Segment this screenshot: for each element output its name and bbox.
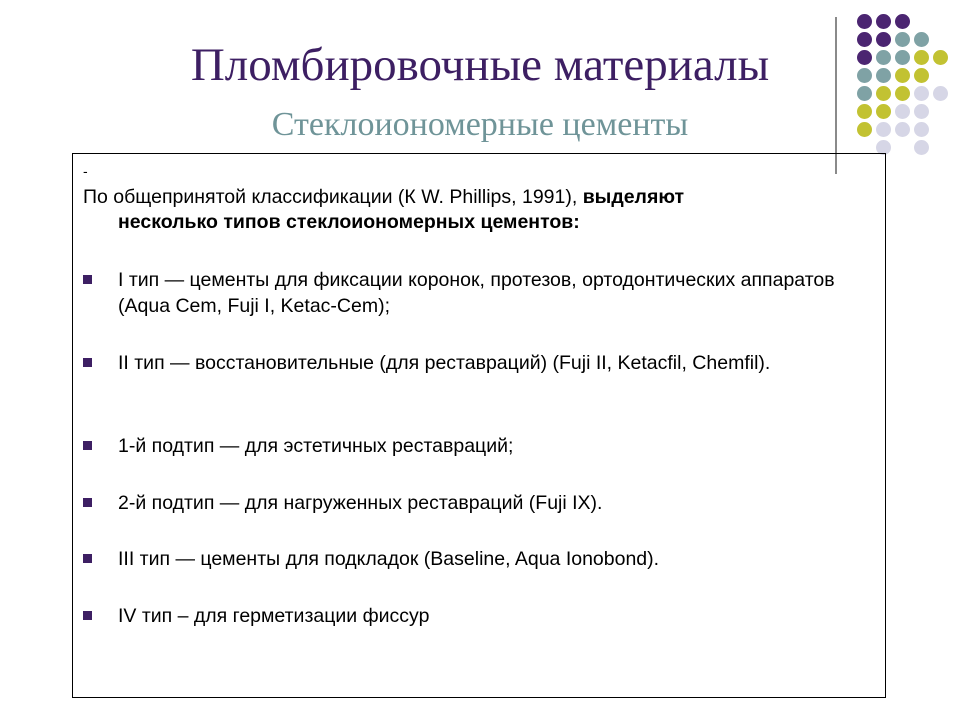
square-bullet-icon (83, 358, 92, 367)
list-item (83, 267, 878, 319)
intro-bold-text: выделяют (582, 186, 685, 208)
square-bullet-icon (83, 554, 92, 563)
list-item-text: 2-й подтип — для нагруженных реставраций (Fuji IX). (118, 492, 603, 514)
dot (876, 104, 891, 119)
dot (895, 14, 910, 29)
square-bullet-icon (83, 498, 92, 507)
slide-title: Пломбировочные материалы (190, 39, 770, 91)
intro-bold-continuation: несколько типов стеклоиономерных цементов: (118, 211, 580, 233)
square-bullet-icon (83, 275, 92, 284)
dot (857, 14, 872, 29)
dot (857, 50, 872, 65)
list-item-text: 1-й подтип — для эстетичных реставраций; (118, 435, 514, 457)
list-item-text: II тип — восстановительные (для реставраций) (Fuji II, Ketacfil, Chemfil). (118, 352, 771, 374)
dot (876, 14, 891, 29)
dot (876, 50, 891, 65)
slide-subtitle: Стеклоиономерные цементы (271, 106, 689, 143)
dot (895, 86, 910, 101)
intro-text: По общепринятой классификации (К W. Phillips, 1991), (83, 186, 583, 208)
dot (914, 68, 929, 83)
dot (933, 86, 948, 101)
dot (876, 122, 891, 137)
dot (914, 86, 929, 101)
list-item (83, 433, 878, 459)
dot (895, 68, 910, 83)
list-item-text: III тип — цементы для подкладок (Baseline, Aqua Ionobond). (118, 548, 660, 570)
dot (876, 32, 891, 47)
content-box (72, 153, 886, 698)
dot (857, 68, 872, 83)
dot (914, 122, 929, 137)
list-item (83, 546, 878, 572)
list-item (83, 350, 878, 376)
dot (857, 86, 872, 101)
dot (895, 104, 910, 119)
dash-mark: - (83, 163, 88, 179)
list-item (83, 603, 878, 629)
dot (857, 122, 872, 137)
list-item-text: I тип — цементы для фиксации коронок, протезов, ортодонтических аппаратов (Aqua Cem, Fuji I, Ketac-Cem); (118, 269, 835, 317)
dot (857, 32, 872, 47)
square-bullet-icon (83, 611, 92, 620)
dot (933, 50, 948, 65)
dot (895, 122, 910, 137)
dot (857, 104, 872, 119)
intro-paragraph (83, 185, 873, 210)
square-bullet-icon (83, 441, 92, 450)
list-item (83, 490, 878, 516)
dot (914, 50, 929, 65)
dot (876, 86, 891, 101)
dot (914, 104, 929, 119)
dot (895, 50, 910, 65)
dot (895, 32, 910, 47)
dot (914, 140, 929, 155)
dot (876, 68, 891, 83)
dot (914, 32, 929, 47)
list-item-text: IV тип – для герметизации фиссур (118, 605, 430, 627)
decorative-divider (835, 17, 837, 174)
